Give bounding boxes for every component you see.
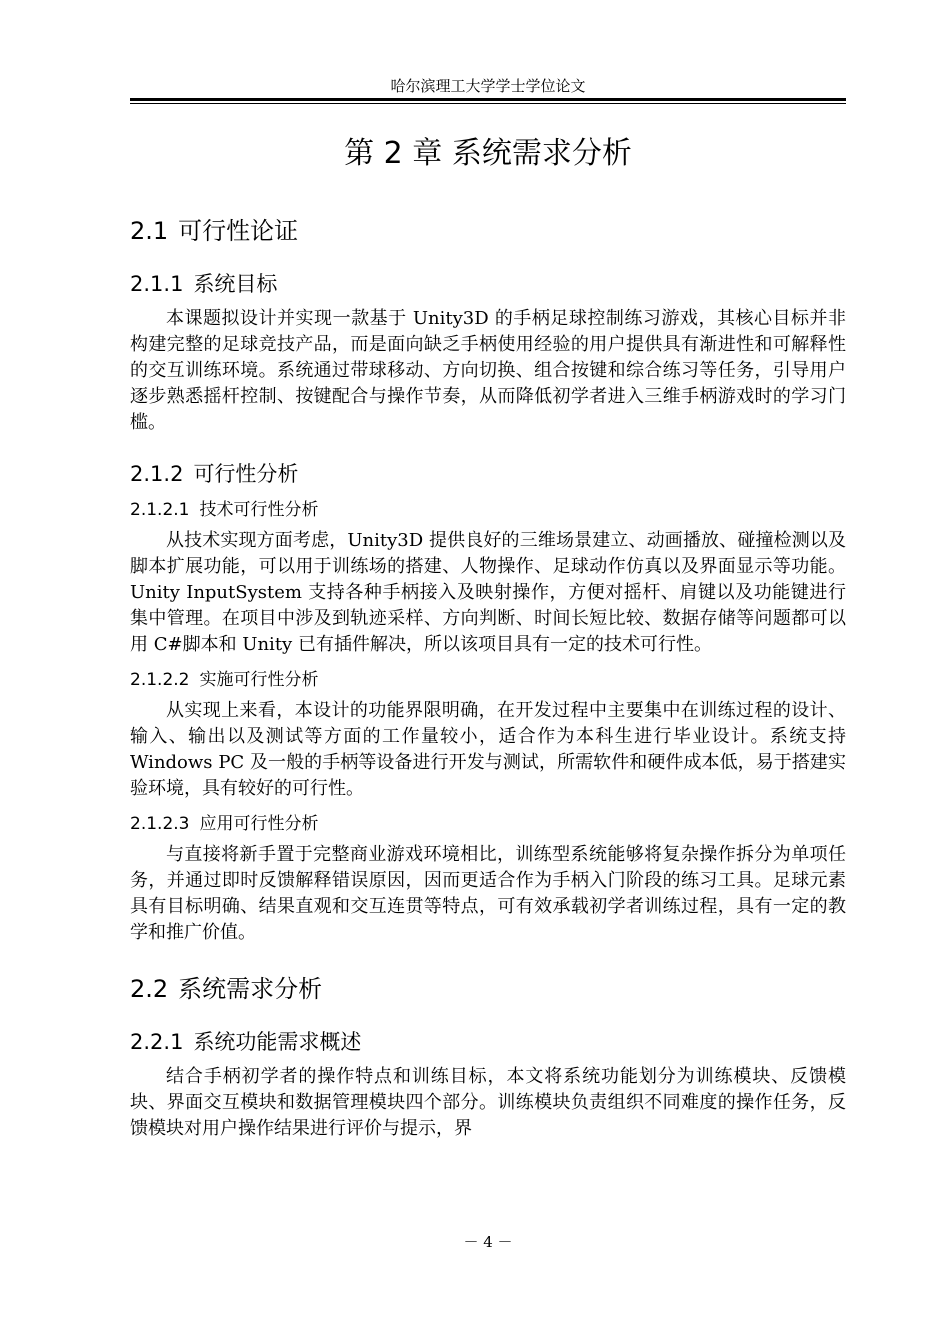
subsection-number: 2.1.1 [130,272,184,296]
section-number: 2.1 [130,217,169,245]
paragraph-2-2-1: 结合手柄初学者的操作特点和训练目标，本文将系统功能划分为训练模块、反馈模块、界面交互模块和数据管理模块四个部分。训练模块负责组织不同难度的操作任务，反馈模块对用户操作结果进行评价与提示，界 [130,1066,846,1139]
subsubsection-number: 2.1.2.1 [130,500,190,520]
subsection-number: 2.1.2 [130,462,184,486]
subsubsection-number: 2.1.2.2 [130,670,190,690]
running-header: 哈尔滨理工大学学士学位论文 [390,77,586,95]
chapter-number: 第 2 章 [344,136,443,171]
section-title: 可行性论证 [178,217,299,245]
section-heading-2-1 [130,216,846,246]
page-content [130,118,846,1142]
chapter-title-text: 系统需求分析 [451,136,632,171]
paragraph-2-1-2-3: 与直接将新手置于完整商业游戏环境相比，训练型系统能够将复杂操作拆分为单项任务，并通过即时反馈解释错误原因，因而更适合作为手柄入门阶段的练习工具。足球元素具有目标明确、结果直观和交互连贯等特点，可有效承载初学者训练过程，具有一定的教学和推广价值。 [130,844,846,943]
subsubsection-title: 应用可行性分析 [199,814,319,834]
subsubsection-heading-2-1-2-3 [130,812,846,836]
subsubsection-heading-2-1-2-1 [130,498,846,522]
section-heading-2-2 [130,974,846,1004]
subsection-title: 可行性分析 [193,462,299,486]
subsubsection-number: 2.1.2.3 [130,814,190,834]
subsection-heading-2-2-1 [130,1028,846,1056]
subsection-heading-2-1-2 [130,460,846,488]
subsubsection-heading-2-1-2-2 [130,668,846,692]
paragraph-2-1-2-2: 从实现上来看，本设计的功能界限明确，在开发过程中主要集中在训练过程的设计、输入、输出以及测试等方面的工作量较小，适合作为本科生进行毕业设计。系统支持 Windows PC 及一般的手柄等设备进行开发与测试，所需软件和硬件成本低，易于搭建实验环境，具有较好的可行性。 [130,700,846,799]
subsubsection-title: 实施可行性分析 [199,670,319,690]
header-rule-thick [130,98,846,101]
subsection-title: 系统目标 [193,272,278,296]
header-rule-thin [130,103,846,104]
paragraph-2-1-1: 本课题拟设计并实现一款基于 Unity3D 的手柄足球控制练习游戏，其核心目标并非构建完整的足球竞技产品，而是面向缺乏手柄使用经验的用户提供具有渐进性和可解释性的交互训练环境。系统通过带球移动、方向切换、组合按键和综合练习等任务，引导用户逐步熟悉摇杆控制、按键配合与操作节奏，从而降低初学者进入三维手柄游戏时的学习门槛。 [130,308,846,433]
subsection-title: 系统功能需求概述 [193,1030,362,1054]
page-number: － 4 － [463,1233,513,1251]
subsubsection-title: 技术可行性分析 [199,500,319,520]
subsection-heading-2-1-1 [130,270,846,298]
chapter-title [130,134,846,188]
paragraph-2-1-2-1: 从技术实现方面考虑，Unity3D 提供良好的三维场景建立、动画播放、碰撞检测以及脚本扩展功能，可以用于训练场的搭建、人物操作、足球动作仿真以及界面显示等功能。Unity InputSystem 支持各种手柄接入及映射操作，方便对摇杆、肩键以及功能键进行集中管理。在项目中涉及到轨迹采样、方向判断、时间长短比较、数据存储等问题都可以用 C#脚本和 Unity 已有插件解决，所以该项目具有一定的技术可行性。 [130,530,846,655]
subsection-number: 2.2.1 [130,1030,184,1054]
section-title: 系统需求分析 [178,975,323,1003]
section-number: 2.2 [130,975,169,1003]
